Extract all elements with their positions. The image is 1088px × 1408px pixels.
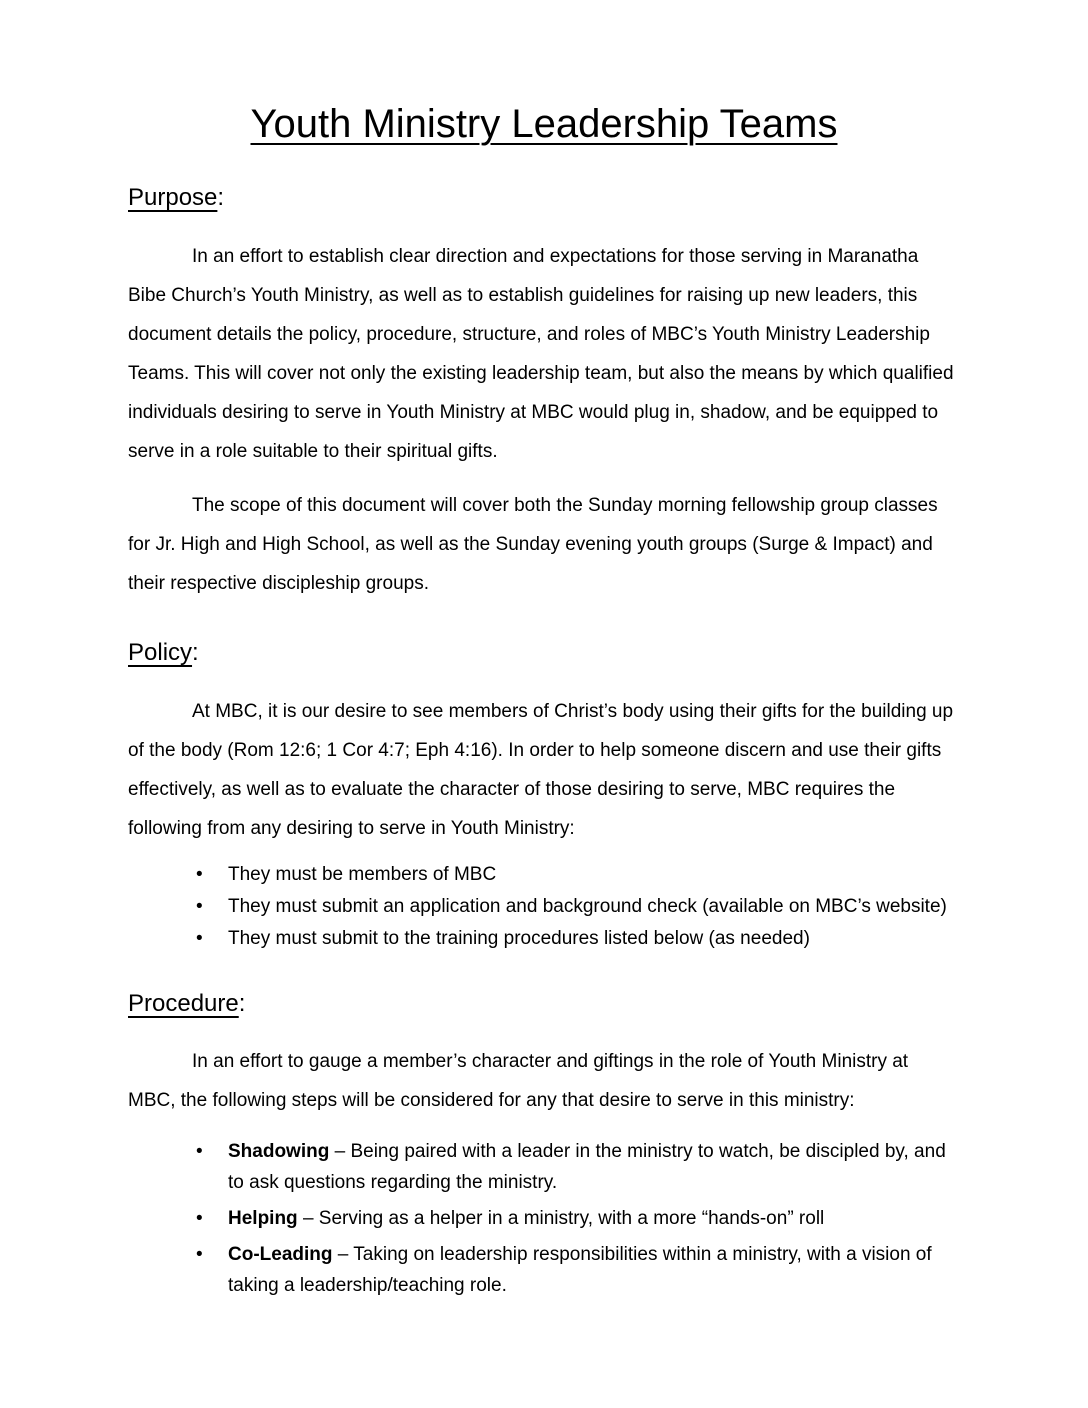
purpose-paragraph-1: In an effort to establish clear direction and expectations for those serving in Maranatha Bibe Church’s Youth Ministry, as well as to establish guidelines for raising up new leaders, this document details the policy, procedure, structure, and roles of MBC’s Youth Ministry Leadership Teams. This will cover not only the existing leadership team, but also the means by which qualified individuals desiring to serve in Youth Ministry at MBC would plug in, shadow, and be equipped to serve in a role suitable to their spiritual gifts. [128, 245, 954, 462]
section-policy [128, 639, 960, 954]
purpose-heading-colon: : [217, 184, 225, 211]
section-procedure [128, 990, 960, 1302]
document-title-text: Youth Ministry Leadership Teams [250, 102, 838, 146]
purpose-paragraph-2: The scope of this document will cover both the Sunday morning fellowship group classes for Jr. High and High School, as well as the Sunday evening youth groups (Surge & Impact) and their respective discipleship groups. [128, 494, 938, 594]
procedure-paragraph-1: In an effort to gauge a member’s character and giftings in the role of Youth Ministry at MBC, the following steps will be considered for any that desire to serve in this ministry: [128, 1051, 909, 1112]
policy-bullet-1: • They must be members of MBC [196, 860, 960, 890]
procedure-heading-text: Procedure [128, 989, 239, 1017]
policy-heading [128, 639, 960, 668]
purpose-heading [128, 184, 960, 213]
procedure-term-shadowing: Shadowing [228, 1141, 330, 1163]
policy-heading-text: Policy [128, 638, 193, 666]
purpose-heading-text: Purpose [128, 184, 218, 211]
document-title [128, 100, 960, 148]
policy-heading-colon: : [192, 638, 199, 666]
procedure-term-helping: Helping [228, 1208, 298, 1230]
procedure-bullet-coleading [196, 1239, 960, 1301]
procedure-heading-colon: : [238, 989, 246, 1017]
policy-bullet-3: • They must submit to the training procedures listed below (as needed) [196, 924, 960, 954]
policy-bullet-list [128, 860, 960, 954]
procedure-heading [128, 990, 960, 1019]
policy-paragraph-1: At MBC, it is our desire to see members of Christ’s body using their gifts for the building up of the body (Rom 12:6; 1 Cor 4:7; Eph 4:16). In order to help someone discern and use their gifts effectively, as well as to evaluate the character of those desiring to serve, MBC requires the following from any desiring to serve in Youth Ministry: [128, 700, 954, 839]
procedure-text-helping: – Serving as a helper in a ministry, with a more “hands-on” roll [297, 1208, 825, 1230]
procedure-bullet-shadowing [196, 1136, 960, 1198]
procedure-text-coleading: – Taking on leadership responsibilities within a ministry, with a vision of taking a leadership/teaching role. [228, 1244, 932, 1297]
procedure-bullet-list [128, 1136, 960, 1301]
procedure-text-shadowing: – Being paired with a leader in the ministry to watch, be discipled by, and to ask questions regarding the ministry. [228, 1141, 946, 1194]
procedure-bullet-helping [196, 1203, 960, 1234]
section-purpose [128, 184, 960, 603]
policy-bullet-2: • They must submit an application and background check (available on MBC’s website) [196, 892, 960, 922]
procedure-term-coleading: Co-Leading [228, 1244, 333, 1266]
